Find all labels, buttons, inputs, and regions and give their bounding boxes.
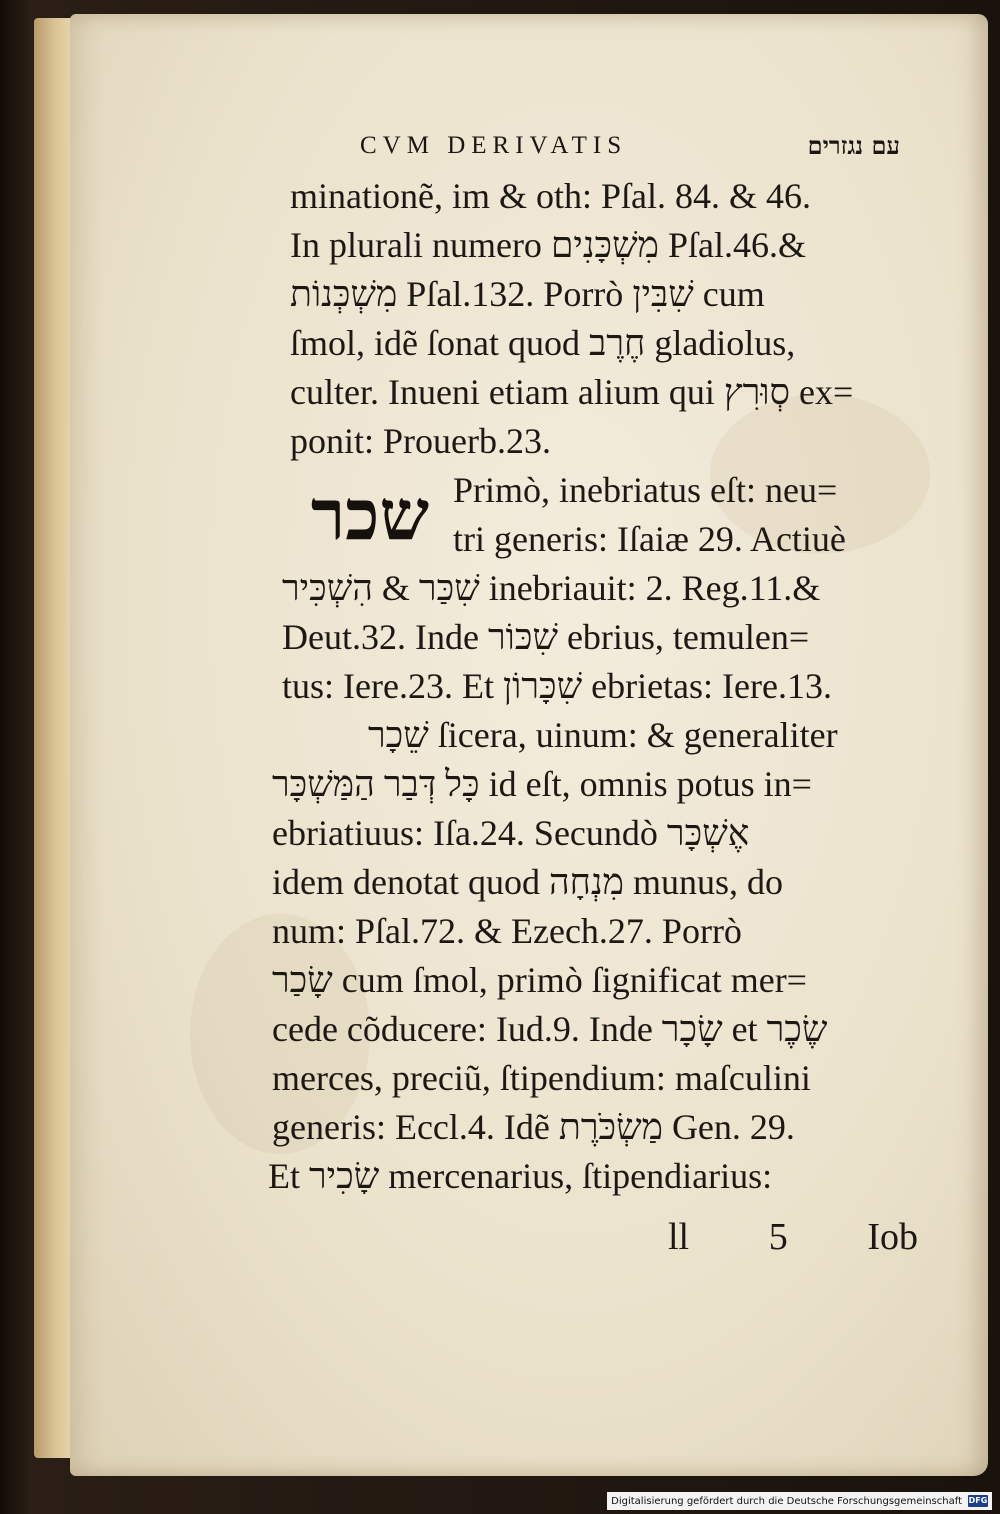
text-line: ponit: Prouerb.23.	[290, 421, 551, 461]
page-footer	[668, 1212, 918, 1262]
text-line: ſmol, idẽ ſonat quod חֶרֶב gladiolus,	[290, 323, 796, 363]
text-line: num: Pſal.72. & Ezech.27. Porrò	[272, 911, 742, 951]
text-line: שִׁכַּר & הִשְׁכִּיר inebriauit: 2. Reg.11.&	[282, 568, 821, 608]
hebrew-headword-initial: שכר	[310, 473, 430, 556]
header-latin-title: CVM DERIVATIS	[360, 132, 628, 159]
text-line: In plurali numero מִשְׁכָּנִים Pſal.46.&	[290, 225, 806, 265]
digitization-text: Digitalisierung gefördert durch die Deutsche Forschungsgemeinschaft	[611, 1495, 962, 1507]
text-line: culter. Inueni etiam alium qui סְוּרִץ ex=	[290, 372, 854, 412]
text-line: tus: Iere.23. Et שִׁכָּרוֹן ebrietas: Iere.13.	[282, 666, 832, 706]
text-line: idem denotat quod מִנְחָה munus, do	[272, 862, 784, 902]
dfg-logo: DFG	[968, 1496, 988, 1505]
digitization-notice	[607, 1492, 992, 1510]
body-text	[268, 172, 948, 1201]
sheet-number: 5	[768, 1216, 788, 1258]
text-line: שֵׁכָר ſicera, uinum: & generaliter	[368, 715, 838, 755]
header-hebrew-title: עם נגזרים	[807, 131, 900, 160]
text-line: כָּל דְּבַר הַמַּשְׁכָּר id eſt, omnis potus in=	[272, 764, 812, 804]
text-line: ebriatiuus: Iſa.24. Secundò אֶשְׁכָּר	[272, 813, 750, 853]
text-line: Et שָׂכִיר mercenarius, ſtipendiarius:	[268, 1156, 773, 1196]
text-line: Deut.32. Inde שִׁכּוֹר ebrius, temulen=	[282, 617, 810, 657]
catchword: Iob	[867, 1216, 918, 1258]
text-line: minationẽ, im & oth: Pſal. 84. & 46.	[290, 176, 811, 216]
text-line: generis: Eccl.4. Idẽ מַשְׂכֹּרֶת Gen. 29.	[272, 1107, 795, 1147]
running-header	[360, 128, 900, 164]
text-line: merces, preciũ, ſtipendium: maſculini	[272, 1058, 811, 1098]
text-line: שָׂכַר cum ſmol, primò ſignificat mer=	[272, 960, 807, 1000]
signature-mark: ll	[668, 1216, 690, 1258]
text-line: cede cõducere: Iud.9. Inde שָׂכָר et שֶׂכֶר	[272, 1009, 828, 1049]
text-line: מִשְׁכְּנוֹת Pſal.132. Porrò שִׁבִּין cum	[290, 274, 765, 314]
text-line: tri generis: Iſaiæ 29. Actiuè	[453, 519, 846, 559]
text-line: Primò, inebriatus eſt: neu=	[453, 470, 838, 510]
